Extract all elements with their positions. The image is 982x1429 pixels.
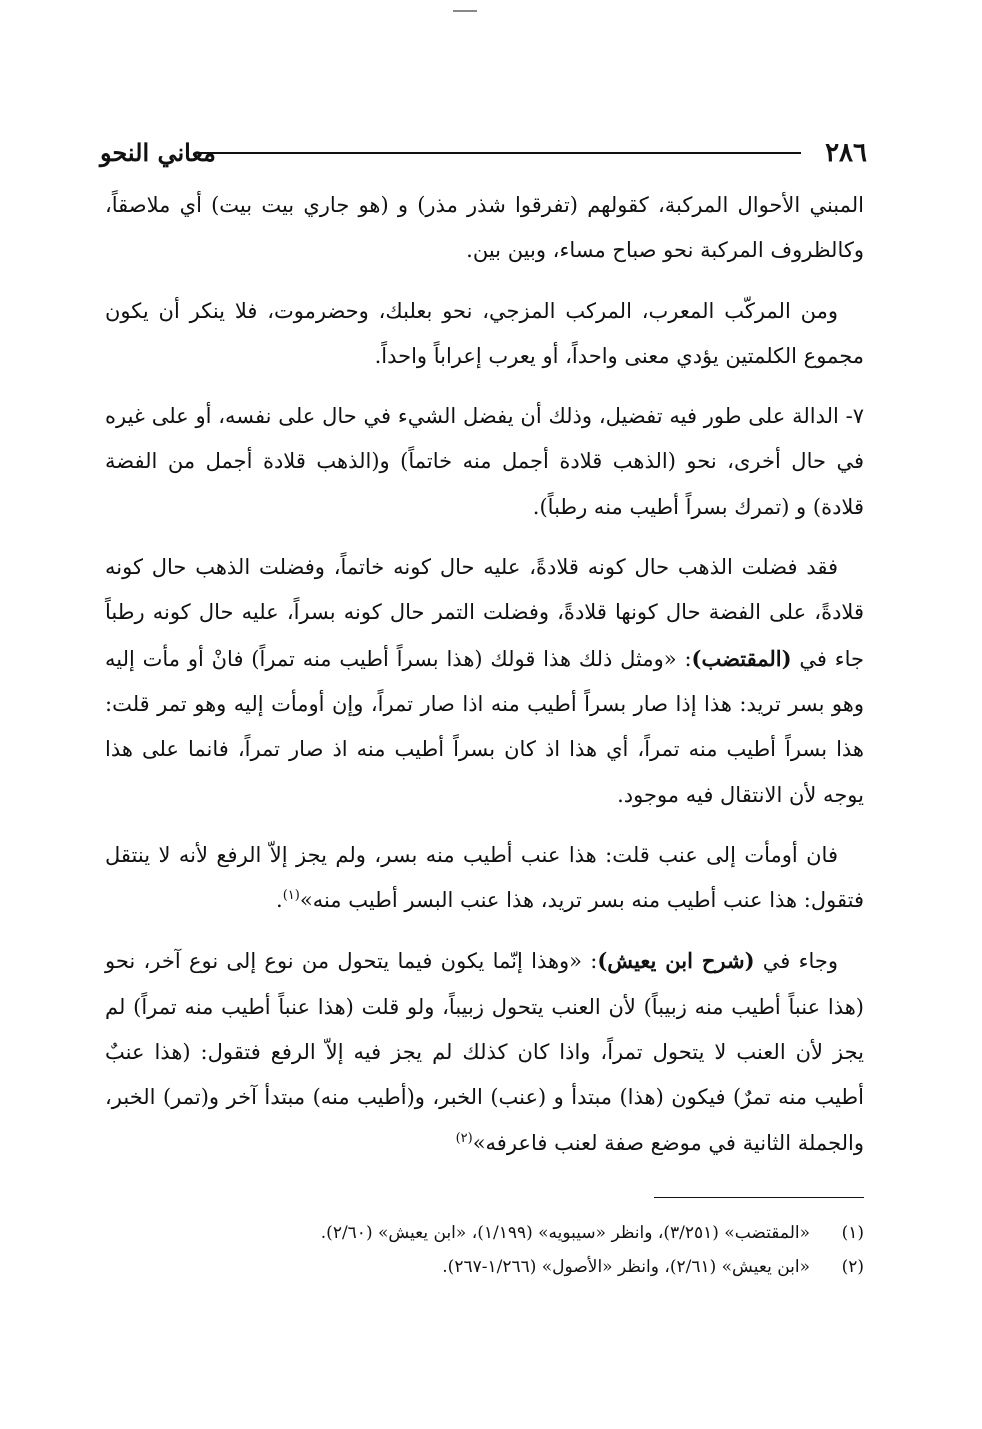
paragraph-text: . — [276, 888, 283, 913]
paragraph-text: : «ومثل ذلك هذا قولك (هذا بسراً أطيب منه تمراً) فانْ أو مأت إليه وهو بسر تريد: هذا إذا صار بسراً أطيب منه اذا صار تمراً، وإن أومأت إليه وهو تمر قلت: هذا بسراً أطيب منه تمراً، أي هذا اذ كان بسراً أطيب منه اذ صار تمراً، فانما على هذا يوجه لأن الانتقال فيه موجود. — [105, 646, 864, 807]
footnote-ref: (١) — [282, 888, 300, 904]
paragraph — [105, 289, 864, 380]
footnote — [105, 1216, 864, 1250]
scan-mark — [453, 10, 477, 12]
footnote-number: (١) — [841, 1223, 864, 1243]
paragraph-text: ٧- الدالة على طور فيه تفضيل، وذلك أن يفضل الشيء في حال على نفسه، أو على غيره في حال أخرى، نحو (الذهب قلادة أجمل منه خاتماً) و(الذهب قلادة أجمل من الفضة قلادة) و (تمرك بسراً أطيب منه رطباً). — [105, 404, 864, 519]
paragraph — [105, 394, 864, 530]
paragraph-text: فان أومأت إلى عنب قلت: هذا عنب أطيب منه بسر، ولم يجز إلاّ الرفع لأنه لا ينتقل فتقول: هذا عنب أطيب منه بسر تريد، هذا عنب البسر أطيب منه» — [105, 842, 864, 913]
footnote-ref: (٢) — [455, 1130, 473, 1146]
paragraph — [105, 183, 864, 274]
page-number: ٢٨٦ — [825, 138, 867, 168]
footnote — [105, 1250, 864, 1284]
source-title: (المقتضب) — [691, 645, 792, 671]
paragraph-text: المبني الأحوال المركبة، كقولهم (تفرقوا شذر مذر) و (هو جاري بيت بيت) أي ملاصقاً، وكالظروف المركبة نحو صباح مساء، وبين بين. — [105, 193, 864, 263]
paragraph — [105, 545, 864, 818]
footnote-text: «المقتضب» (٣/٢٥١)، وانظر «سيبويه» (١/١٩٩)، «ابن يعيش» (٢/٦٠). — [320, 1223, 810, 1243]
paragraph-text: وجاء في — [762, 949, 838, 974]
source-title: (شرح ابن يعيش) — [597, 948, 755, 974]
footnotes — [105, 1216, 864, 1284]
header-rule — [200, 152, 801, 154]
main-text — [105, 183, 864, 1181]
running-title: معاني النحو — [100, 138, 216, 167]
paragraph — [105, 938, 864, 1165]
paragraph — [105, 833, 864, 924]
paragraph-text: ومن المركّب المعرب، المركب المزجي، نحو بعلبك، وحضرموت، فلا ينكر أن يكون مجموع الكلمتين يؤدي معنى واحداً، أو يعرب إعراباً واحداً. — [105, 298, 864, 368]
footnote-rule — [654, 1197, 864, 1198]
footnote-number: (٢) — [841, 1257, 864, 1277]
paragraph-text: فقد فضلت الذهب حال كونه قلادةً، عليه حال كونه خاتماً، وفضلت الذهب حال كونه قلادةً، على الفضة حال كونها قلادةً، وفضلت التمر حال كونه بسراً، عليه حال كونه رطباً جاء في — [105, 555, 864, 671]
page-header — [100, 138, 867, 178]
footnote-text: «ابن يعيش» (٢/٦١)، وانظر «الأصول» (١/٢٦٦-٢٦٧). — [442, 1257, 810, 1277]
paragraph-text: : «وهذا إنّما يكون فيما يتحول من نوع إلى نوع آخر، نحو (هذا عنباً أطيب منه زبيباً) لأن العنب يتحول زبيباً، ولو قلت (هذا عنباً أطيب منه تمراً) لم يجز لأن العنب لا يتحول تمراً، واذا كان كذلك لم يجز فيه إلاّ الرفع فتقول: (هذا عنبٌ أطيب منه تمرٌ) فيكون (هذا) مبتدأ و (عنب) الخبر، و(أطيب منه) مبتدأ آخر و(تمر) الخبر، والجملة الثانية في موضع صفة لعنب فاعرفه» — [105, 949, 864, 1155]
